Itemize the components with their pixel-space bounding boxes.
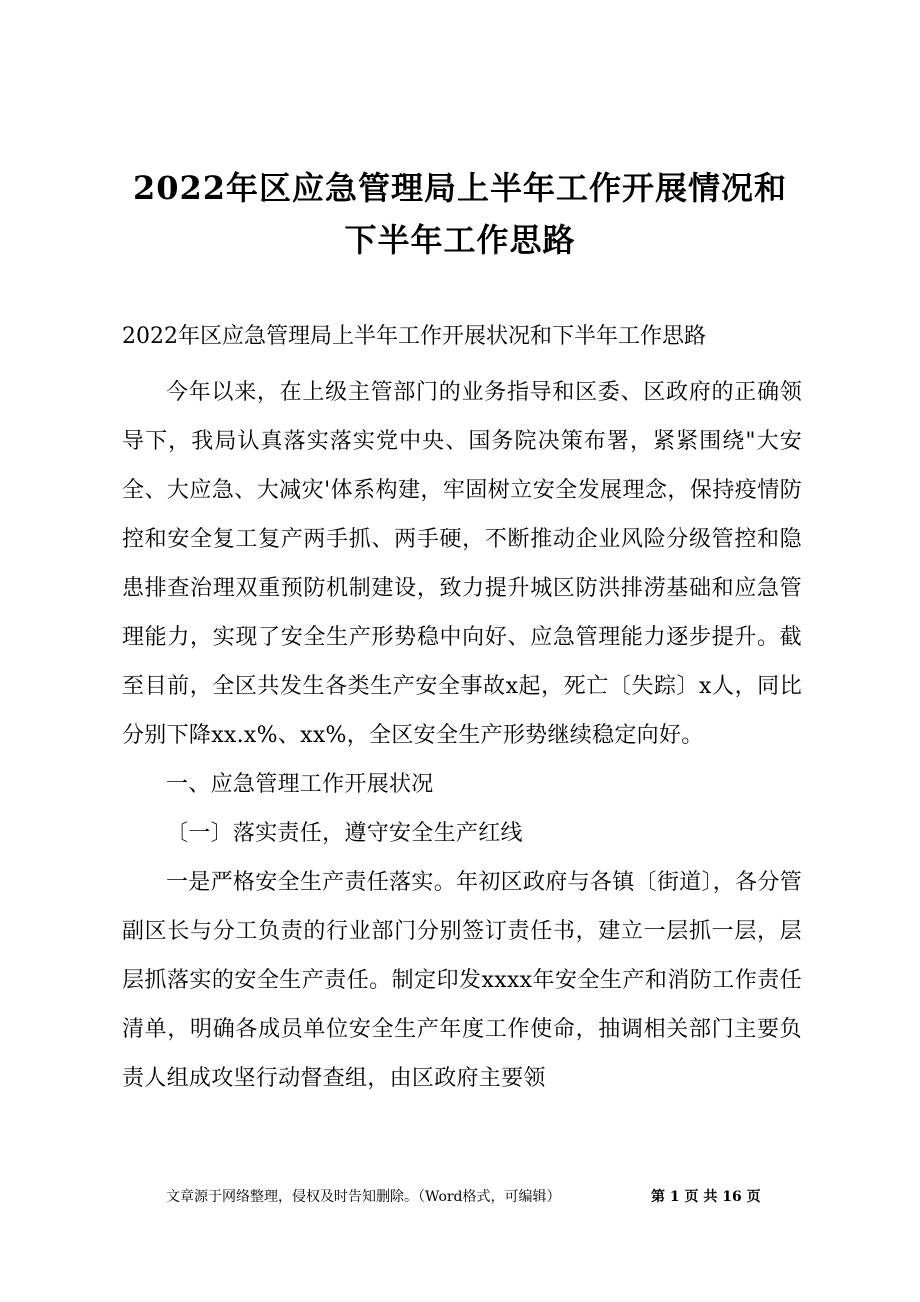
page-number: 第 1 页 共 16 页 — [651, 1189, 761, 1205]
section-heading: 一、应急管理工作开展状况 — [166, 772, 434, 797]
document-subtitle: 2022年区应急管理局上半年工作开展状况和下半年工作思路 — [122, 324, 706, 349]
document-title — [60, 162, 860, 266]
document-body — [122, 368, 802, 1103]
intro-paragraph: 今年以来，在上级主管部门的业务指导和区委、区政府的正确领导下，我局认真落实落实党中央、国务院决策布署，紧紧围绕"大安全、大应急、大减灾'体系构建，牢固树立安全发展理念，保持疫情防控和安全复工复产两手抓、两手硬，不断推动企业风险分级管控和隐患排查治理双重预防机制建设，致力提升城区防洪排涝基础和应急管理能力，实现了安全生产形势稳中向好、应急管理能力逐步提升。截至目前，全区共发生各类生产安全事故x起，死亡〔失踪〕x人，同比分别下降xx.x%、xx%，全区安全生产形势继续稳定向好。 — [122, 380, 802, 748]
footer-note: 文章源于网络整理，侵权及时告知删除。（Word格式，可编辑） — [166, 1189, 561, 1205]
subsection-heading: 〔一〕落实责任，遵守安全生产红线 — [166, 821, 523, 846]
body-paragraph: 一是严格安全生产责任落实。年初区政府与各镇〔街道〕，各分管副区长与分工负责的行业部门分别签订责任书，建立一层抓一层，层层抓落实的安全生产责任。制定印发xxxx年安全生产和消防工作责任清单，明确各成员单位安全生产年度工作使命，抽调相关部门主要负责人组成攻坚行动督查组，由区政府主要领 — [122, 870, 802, 1091]
title-line-2: 下半年工作思路 — [344, 221, 576, 259]
title-line-1: 2022年区应急管理局上半年工作开展情况和 — [132, 169, 788, 207]
